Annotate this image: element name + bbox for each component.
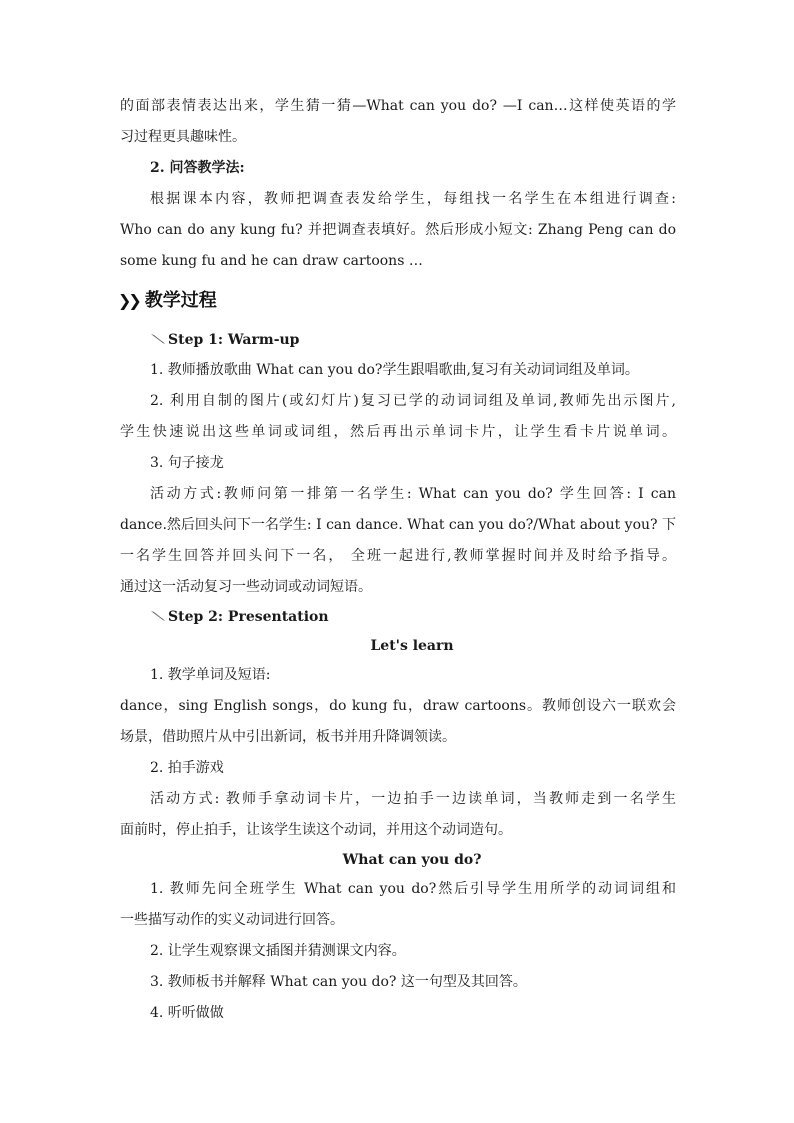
section-heading: [118, 289, 217, 313]
step2-q1-line-2: 一些描写动作的实义动词进行回答。: [120, 912, 344, 928]
step1-item-2-line-1: 2. 利用自制的图片(或幻灯片)复习已学的动词词组及单词,教师先出示图片,: [150, 393, 676, 409]
step1-item-2-line-2: 学生快速说出这些单词或词组，然后再出示单词卡片，让学生看卡片说单词。: [120, 424, 676, 440]
step1-heading: [150, 331, 299, 349]
method2-line-3: some kung fu and he can draw cartoons …: [120, 253, 423, 269]
pen-icon: [150, 333, 166, 345]
step2-q1-line-1: 1. 教师先问全班学生 What can you do?然后引导学生用所学的动词词组和: [150, 881, 676, 897]
step1-item-1: 1. 教师播放歌曲 What can you do?学生跟唱歌曲,复习有关动词词组及单词。: [150, 362, 639, 378]
step1-activity-line-3: 一名学生回答并回头问下一名， 全班一起进行,教师掌握时间并及时给予指导。: [120, 548, 676, 564]
step2-item-1: 1. 教学单词及短语:: [150, 667, 271, 683]
step2-q3: 3. 教师板书并解释 What can you do? 这一句型及其回答。: [150, 974, 527, 990]
step1-activity-line-2: dance.然后回头问下一名学生: I can dance. What can you do?/What about you? 下: [120, 517, 676, 533]
step1-item-3: 3. 句子接龙: [150, 455, 224, 471]
step2-q2: 2. 让学生观察课文插图并猜测课文内容。: [150, 943, 406, 959]
step2-heading: [150, 608, 329, 626]
intro-line-1: 的面部表情表达出来，学生猜一猜—What can you do? —I can…这样使英语的学: [120, 98, 676, 114]
what-can-you-do-heading: What can you do?: [342, 852, 482, 868]
step2-game-line-2: 面前时，停止拍手，让该学生读这个动词，并用这个动词造句。: [120, 822, 512, 838]
method2-line-1: 根据课本内容，教师把调查表发给学生，每组找一名学生在本组进行调查:: [150, 191, 676, 207]
step2-words-line-1: dance，sing English songs，do kung fu，draw cartoons。教师创设六一联欢会: [120, 698, 676, 714]
step2-item-2: 2. 拍手游戏: [150, 760, 224, 776]
step2-words-line-2: 场景，借助照片从中引出新词，板书并用升降调领读。: [120, 729, 456, 745]
step1-activity-line-1: 活动方式:教师问第一排第一名学生: What can you do? 学生回答: I can: [150, 486, 676, 502]
method2-heading: 2. 问答教学法:: [150, 160, 245, 176]
step1-heading-text: Step 1: Warm-up: [168, 332, 300, 348]
pen-icon: [150, 610, 166, 622]
lets-learn-heading: Let's learn: [370, 638, 454, 654]
step2-q4: 4. 听听做做: [150, 1005, 224, 1021]
method2-line-2: Who can do any kung fu? 并把调查表填好。然后形成小短文: Zhang Peng can do: [120, 222, 676, 238]
intro-line-2: 习过程更具趣味性。: [120, 129, 246, 145]
double-chevron-icon: ❯❯: [118, 291, 139, 310]
step2-heading-text: Step 2: Presentation: [168, 609, 329, 625]
section-title-text: 教学过程: [144, 290, 217, 311]
step2-game-line-1: 活动方式: 教师手拿动词卡片，一边拍手一边读单词，当教师走到一名学生: [150, 791, 676, 807]
step1-activity-line-4: 通过这一活动复习一些动词或动词短语。: [120, 579, 372, 595]
